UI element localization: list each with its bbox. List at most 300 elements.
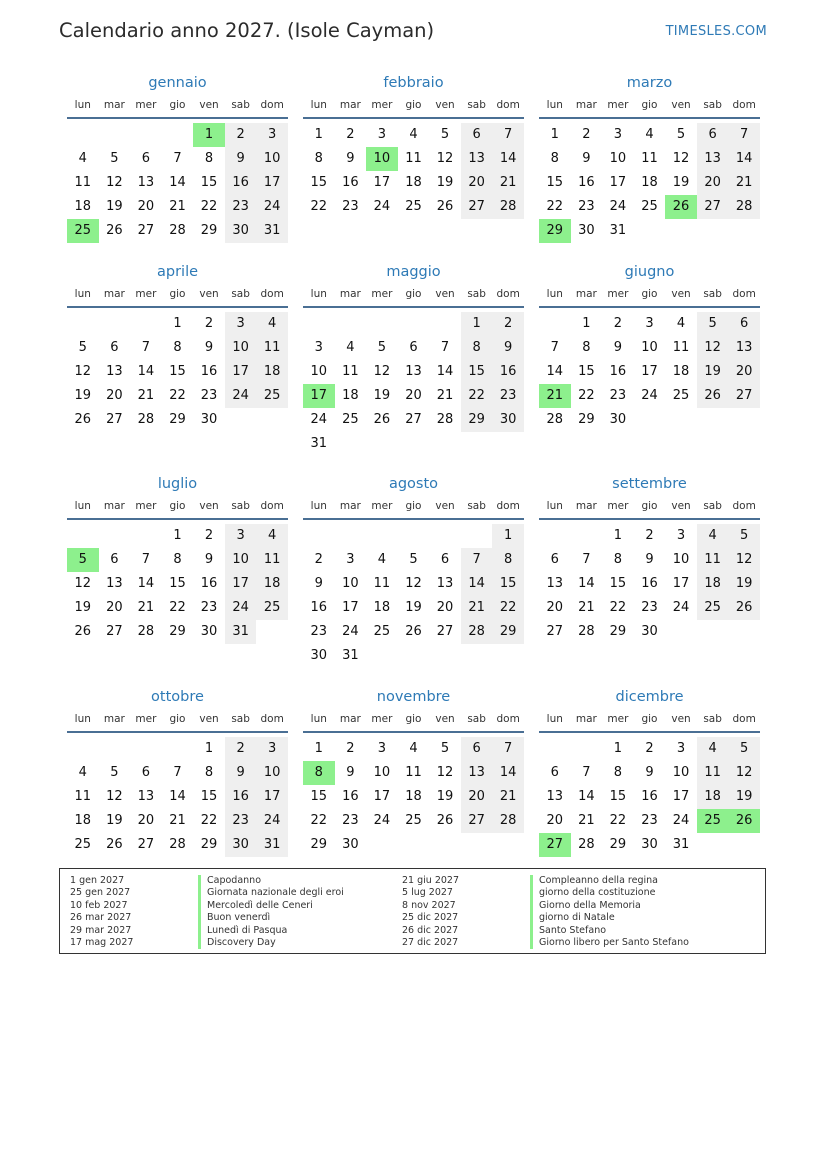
day-cell[interactable]: 12	[106, 789, 123, 804]
day-cell[interactable]: 6	[550, 552, 559, 567]
day-cell[interactable]: 23	[578, 199, 595, 214]
day-cell[interactable]: 16	[578, 175, 595, 190]
day-cell[interactable]: 26	[436, 813, 454, 828]
day-cell[interactable]: 29	[169, 624, 186, 639]
day-cell[interactable]: 16	[310, 600, 328, 615]
holiday-day-cell[interactable]: 25	[697, 809, 729, 833]
day-cell[interactable]: 22	[200, 199, 218, 214]
day-cell[interactable]: 6	[461, 737, 493, 761]
day-cell[interactable]: 5	[110, 765, 119, 780]
day-cell[interactable]: 26	[74, 412, 92, 427]
day-cell[interactable]: 22	[310, 813, 328, 828]
day-cell[interactable]: 21	[169, 199, 186, 214]
day-cell[interactable]: 4	[377, 552, 387, 567]
day-cell[interactable]: 26	[697, 384, 729, 408]
day-cell[interactable]: 6	[409, 340, 418, 355]
day-cell[interactable]: 20	[106, 388, 123, 403]
day-cell[interactable]: 2	[204, 316, 214, 331]
day-cell[interactable]: 27	[546, 624, 564, 639]
day-cell[interactable]: 12	[106, 175, 123, 190]
day-cell[interactable]: 10	[225, 336, 257, 360]
day-cell[interactable]: 15	[169, 576, 186, 591]
day-cell[interactable]: 12	[74, 364, 92, 379]
day-cell[interactable]: 21	[578, 600, 595, 615]
day-cell[interactable]: 19	[728, 572, 760, 596]
day-cell[interactable]: 12	[373, 364, 391, 379]
day-cell[interactable]: 2	[204, 528, 214, 543]
day-cell[interactable]: 17	[225, 360, 257, 384]
day-cell[interactable]: 18	[641, 175, 658, 190]
day-cell[interactable]: 11	[74, 789, 92, 804]
day-cell[interactable]: 7	[173, 765, 182, 780]
day-cell[interactable]: 6	[141, 765, 151, 780]
day-cell[interactable]: 23	[641, 600, 658, 615]
day-cell[interactable]: 23	[200, 600, 218, 615]
day-cell[interactable]: 31	[672, 837, 690, 852]
day-cell[interactable]: 16	[200, 576, 218, 591]
day-cell[interactable]: 22	[546, 199, 564, 214]
day-cell[interactable]: 14	[492, 761, 524, 785]
day-cell[interactable]: 12	[697, 336, 729, 360]
day-cell[interactable]: 7	[492, 737, 524, 761]
day-cell[interactable]: 5	[697, 312, 729, 336]
day-cell[interactable]: 26	[106, 837, 123, 852]
day-cell[interactable]: 6	[440, 552, 450, 567]
day-cell[interactable]: 4	[78, 151, 87, 166]
day-cell[interactable]: 1	[613, 528, 623, 543]
day-cell[interactable]: 26	[373, 412, 391, 427]
day-cell[interactable]: 3	[377, 127, 387, 142]
day-cell[interactable]: 7	[550, 340, 559, 355]
day-cell[interactable]: 25	[672, 388, 690, 403]
day-cell[interactable]: 22	[461, 384, 493, 408]
day-cell[interactable]: 21	[169, 813, 186, 828]
day-cell[interactable]: 27	[461, 195, 493, 219]
day-cell[interactable]: 24	[609, 199, 627, 214]
day-cell[interactable]: 17	[225, 572, 257, 596]
day-cell[interactable]: 16	[492, 360, 524, 384]
day-cell[interactable]: 12	[728, 548, 760, 572]
day-cell[interactable]: 2	[582, 127, 591, 142]
brand-logo[interactable]: TIMESLES.COM	[665, 24, 767, 39]
day-cell[interactable]: 25	[697, 596, 729, 620]
day-cell[interactable]: 25	[74, 837, 92, 852]
day-cell[interactable]: 2	[645, 741, 654, 756]
day-cell[interactable]: 29	[169, 412, 186, 427]
day-cell[interactable]: 20	[405, 388, 422, 403]
day-cell[interactable]: 25	[256, 384, 288, 408]
day-cell[interactable]: 20	[461, 171, 493, 195]
day-cell[interactable]: 31	[342, 648, 359, 663]
day-cell[interactable]: 9	[346, 765, 355, 780]
day-cell[interactable]: 18	[74, 199, 92, 214]
day-cell[interactable]: 27	[137, 837, 155, 852]
day-cell[interactable]: 7	[582, 765, 591, 780]
day-cell[interactable]: 20	[546, 600, 564, 615]
day-cell[interactable]: 22	[169, 388, 186, 403]
day-cell[interactable]: 20	[461, 785, 493, 809]
day-cell[interactable]: 2	[314, 552, 323, 567]
day-cell[interactable]: 21	[436, 388, 454, 403]
holiday-day-cell[interactable]: 17	[303, 384, 335, 408]
day-cell[interactable]: 2	[225, 123, 257, 147]
day-cell[interactable]: 16	[225, 785, 257, 809]
day-cell[interactable]: 2	[645, 528, 654, 543]
day-cell[interactable]: 17	[672, 789, 690, 804]
day-cell[interactable]: 26	[436, 199, 454, 214]
day-cell[interactable]: 10	[310, 364, 328, 379]
day-cell[interactable]: 1	[492, 524, 524, 548]
day-cell[interactable]: 3	[377, 741, 387, 756]
day-cell[interactable]: 9	[492, 336, 524, 360]
day-cell[interactable]: 18	[342, 388, 359, 403]
day-cell[interactable]: 19	[106, 813, 123, 828]
day-cell[interactable]: 15	[169, 364, 186, 379]
day-cell[interactable]: 18	[405, 789, 422, 804]
day-cell[interactable]: 13	[697, 147, 729, 171]
day-cell[interactable]: 23	[342, 813, 359, 828]
day-cell[interactable]: 4	[697, 524, 729, 548]
day-cell[interactable]: 3	[256, 737, 288, 761]
day-cell[interactable]: 8	[461, 336, 493, 360]
day-cell[interactable]: 19	[697, 360, 729, 384]
day-cell[interactable]: 19	[728, 785, 760, 809]
day-cell[interactable]: 16	[342, 175, 359, 190]
day-cell[interactable]: 17	[256, 171, 288, 195]
day-cell[interactable]: 12	[436, 765, 454, 780]
day-cell[interactable]: 21	[492, 171, 524, 195]
day-cell[interactable]: 5	[377, 340, 387, 355]
day-cell[interactable]: 25	[342, 412, 359, 427]
day-cell[interactable]: 21	[137, 600, 155, 615]
day-cell[interactable]: 12	[672, 151, 690, 166]
day-cell[interactable]: 17	[256, 785, 288, 809]
day-cell[interactable]: 24	[373, 813, 391, 828]
day-cell[interactable]: 15	[609, 789, 627, 804]
day-cell[interactable]: 11	[405, 151, 422, 166]
day-cell[interactable]: 15	[578, 364, 595, 379]
day-cell[interactable]: 27	[106, 624, 123, 639]
day-cell[interactable]: 20	[546, 813, 564, 828]
day-cell[interactable]: 28	[169, 223, 186, 238]
day-cell[interactable]: 28	[137, 624, 155, 639]
day-cell[interactable]: 27	[436, 624, 454, 639]
day-cell[interactable]: 16	[609, 364, 627, 379]
day-cell[interactable]: 20	[137, 199, 155, 214]
day-cell[interactable]: 16	[225, 171, 257, 195]
day-cell[interactable]: 1	[173, 316, 182, 331]
day-cell[interactable]: 4	[697, 737, 729, 761]
day-cell[interactable]: 13	[106, 364, 123, 379]
day-cell[interactable]: 2	[492, 312, 524, 336]
day-cell[interactable]: 9	[645, 765, 654, 780]
day-cell[interactable]: 31	[310, 436, 328, 451]
day-cell[interactable]: 19	[436, 175, 454, 190]
day-cell[interactable]: 14	[137, 364, 155, 379]
day-cell[interactable]: 16	[641, 789, 658, 804]
day-cell[interactable]: 30	[641, 837, 658, 852]
day-cell[interactable]: 6	[697, 123, 729, 147]
day-cell[interactable]: 11	[256, 336, 288, 360]
day-cell[interactable]: 16	[200, 364, 218, 379]
day-cell[interactable]: 4	[346, 340, 355, 355]
day-cell[interactable]: 4	[409, 127, 418, 142]
day-cell[interactable]: 3	[676, 528, 686, 543]
day-cell[interactable]: 1	[582, 316, 591, 331]
day-cell[interactable]: 28	[492, 195, 524, 219]
day-cell[interactable]: 6	[728, 312, 760, 336]
day-cell[interactable]: 27	[106, 412, 123, 427]
day-cell[interactable]: 19	[672, 175, 690, 190]
day-cell[interactable]: 9	[204, 552, 214, 567]
day-cell[interactable]: 12	[728, 761, 760, 785]
day-cell[interactable]: 17	[641, 364, 658, 379]
day-cell[interactable]: 20	[728, 360, 760, 384]
day-cell[interactable]: 5	[78, 340, 87, 355]
day-cell[interactable]: 26	[106, 223, 123, 238]
day-cell[interactable]: 6	[110, 552, 119, 567]
day-cell[interactable]: 11	[672, 340, 690, 355]
day-cell[interactable]: 21	[578, 813, 595, 828]
day-cell[interactable]: 22	[492, 596, 524, 620]
day-cell[interactable]: 19	[405, 600, 422, 615]
day-cell[interactable]: 24	[225, 596, 257, 620]
day-cell[interactable]: 4	[645, 127, 654, 142]
day-cell[interactable]: 14	[578, 789, 595, 804]
day-cell[interactable]: 24	[641, 388, 658, 403]
day-cell[interactable]: 1	[314, 741, 323, 756]
day-cell[interactable]: 5	[676, 127, 686, 142]
day-cell[interactable]: 18	[256, 572, 288, 596]
day-cell[interactable]: 1	[314, 127, 323, 142]
day-cell[interactable]: 2	[613, 316, 623, 331]
day-cell[interactable]: 21	[492, 785, 524, 809]
day-cell[interactable]: 20	[436, 600, 454, 615]
day-cell[interactable]: 23	[200, 388, 218, 403]
day-cell[interactable]: 30	[609, 412, 627, 427]
day-cell[interactable]: 7	[141, 340, 151, 355]
holiday-day-cell[interactable]: 26	[728, 809, 760, 833]
day-cell[interactable]: 19	[373, 388, 391, 403]
day-cell[interactable]: 13	[106, 576, 123, 591]
day-cell[interactable]: 2	[346, 741, 355, 756]
day-cell[interactable]: 1	[461, 312, 493, 336]
day-cell[interactable]: 26	[728, 596, 760, 620]
day-cell[interactable]: 15	[492, 572, 524, 596]
day-cell[interactable]: 9	[225, 147, 257, 171]
holiday-day-cell[interactable]: 25	[67, 219, 99, 243]
day-cell[interactable]: 15	[310, 789, 328, 804]
day-cell[interactable]: 13	[436, 576, 454, 591]
day-cell[interactable]: 22	[578, 388, 595, 403]
day-cell[interactable]: 10	[641, 340, 658, 355]
day-cell[interactable]: 8	[314, 151, 323, 166]
holiday-day-cell[interactable]: 27	[539, 833, 571, 857]
day-cell[interactable]: 8	[204, 765, 214, 780]
day-cell[interactable]: 30	[342, 837, 359, 852]
day-cell[interactable]: 3	[676, 741, 686, 756]
day-cell[interactable]: 13	[728, 336, 760, 360]
day-cell[interactable]: 23	[492, 384, 524, 408]
day-cell[interactable]: 21	[728, 171, 760, 195]
day-cell[interactable]: 29	[609, 837, 627, 852]
day-cell[interactable]: 4	[409, 741, 418, 756]
day-cell[interactable]: 8	[204, 151, 214, 166]
day-cell[interactable]: 8	[613, 765, 623, 780]
day-cell[interactable]: 18	[697, 572, 729, 596]
day-cell[interactable]: 15	[310, 175, 328, 190]
day-cell[interactable]: 1	[550, 127, 559, 142]
day-cell[interactable]: 8	[550, 151, 559, 166]
day-cell[interactable]: 5	[728, 737, 760, 761]
day-cell[interactable]: 12	[74, 576, 92, 591]
day-cell[interactable]: 27	[728, 384, 760, 408]
holiday-day-cell[interactable]: 1	[193, 123, 225, 147]
day-cell[interactable]: 10	[672, 765, 690, 780]
day-cell[interactable]: 29	[609, 624, 627, 639]
day-cell[interactable]: 5	[440, 741, 450, 756]
day-cell[interactable]: 10	[373, 765, 391, 780]
day-cell[interactable]: 8	[173, 340, 182, 355]
day-cell[interactable]: 6	[550, 765, 559, 780]
day-cell[interactable]: 10	[672, 552, 690, 567]
day-cell[interactable]: 27	[137, 223, 155, 238]
day-cell[interactable]: 20	[697, 171, 729, 195]
day-cell[interactable]: 22	[609, 813, 627, 828]
day-cell[interactable]: 1	[173, 528, 182, 543]
day-cell[interactable]: 30	[641, 624, 658, 639]
day-cell[interactable]: 13	[546, 576, 564, 591]
day-cell[interactable]: 29	[310, 837, 328, 852]
day-cell[interactable]: 16	[641, 576, 658, 591]
day-cell[interactable]: 28	[137, 412, 155, 427]
day-cell[interactable]: 25	[405, 813, 422, 828]
day-cell[interactable]: 7	[141, 552, 151, 567]
day-cell[interactable]: 23	[225, 809, 257, 833]
day-cell[interactable]: 12	[436, 151, 454, 166]
day-cell[interactable]: 28	[578, 624, 595, 639]
day-cell[interactable]: 28	[492, 809, 524, 833]
day-cell[interactable]: 24	[310, 412, 328, 427]
day-cell[interactable]: 5	[110, 151, 119, 166]
day-cell[interactable]: 29	[461, 408, 493, 432]
day-cell[interactable]: 30	[200, 412, 218, 427]
day-cell[interactable]: 18	[405, 175, 422, 190]
day-cell[interactable]: 8	[613, 552, 623, 567]
day-cell[interactable]: 24	[256, 809, 288, 833]
day-cell[interactable]: 11	[641, 151, 658, 166]
day-cell[interactable]: 22	[310, 199, 328, 214]
day-cell[interactable]: 22	[169, 600, 186, 615]
day-cell[interactable]: 10	[256, 147, 288, 171]
holiday-day-cell[interactable]: 8	[303, 761, 335, 785]
day-cell[interactable]: 14	[436, 364, 454, 379]
day-cell[interactable]: 21	[461, 596, 493, 620]
day-cell[interactable]: 29	[200, 837, 218, 852]
holiday-day-cell[interactable]: 21	[539, 384, 571, 408]
day-cell[interactable]: 17	[609, 175, 627, 190]
day-cell[interactable]: 3	[225, 312, 257, 336]
day-cell[interactable]: 5	[409, 552, 418, 567]
day-cell[interactable]: 11	[342, 364, 359, 379]
day-cell[interactable]: 10	[225, 548, 257, 572]
day-cell[interactable]: 13	[546, 789, 564, 804]
day-cell[interactable]: 30	[200, 624, 218, 639]
day-cell[interactable]: 28	[169, 837, 186, 852]
day-cell[interactable]: 14	[546, 364, 564, 379]
day-cell[interactable]: 28	[578, 837, 595, 852]
day-cell[interactable]: 15	[546, 175, 564, 190]
day-cell[interactable]: 27	[461, 809, 493, 833]
day-cell[interactable]: 13	[461, 147, 493, 171]
day-cell[interactable]: 9	[613, 340, 623, 355]
day-cell[interactable]: 18	[74, 813, 92, 828]
day-cell[interactable]: 23	[641, 813, 658, 828]
day-cell[interactable]: 29	[492, 620, 524, 644]
day-cell[interactable]: 15	[609, 576, 627, 591]
day-cell[interactable]: 23	[310, 624, 328, 639]
day-cell[interactable]: 25	[405, 199, 422, 214]
day-cell[interactable]: 2	[346, 127, 355, 142]
day-cell[interactable]: 17	[342, 600, 359, 615]
day-cell[interactable]: 18	[672, 364, 690, 379]
day-cell[interactable]: 9	[314, 576, 323, 591]
day-cell[interactable]: 30	[578, 223, 595, 238]
day-cell[interactable]: 31	[609, 223, 627, 238]
day-cell[interactable]: 11	[256, 548, 288, 572]
day-cell[interactable]: 16	[342, 789, 359, 804]
day-cell[interactable]: 28	[728, 195, 760, 219]
day-cell[interactable]: 22	[609, 600, 627, 615]
day-cell[interactable]: 11	[697, 548, 729, 572]
day-cell[interactable]: 24	[672, 813, 690, 828]
day-cell[interactable]: 2	[225, 737, 257, 761]
day-cell[interactable]: 9	[204, 340, 214, 355]
holiday-day-cell[interactable]: 29	[539, 219, 571, 243]
day-cell[interactable]: 19	[74, 600, 92, 615]
day-cell[interactable]: 14	[578, 576, 595, 591]
day-cell[interactable]: 3	[346, 552, 355, 567]
day-cell[interactable]: 3	[645, 316, 654, 331]
day-cell[interactable]: 11	[373, 576, 391, 591]
day-cell[interactable]: 7	[440, 340, 450, 355]
day-cell[interactable]: 14	[137, 576, 155, 591]
day-cell[interactable]: 23	[609, 388, 627, 403]
day-cell[interactable]: 12	[405, 576, 422, 591]
day-cell[interactable]: 15	[461, 360, 493, 384]
day-cell[interactable]: 23	[225, 195, 257, 219]
holiday-day-cell[interactable]: 5	[67, 548, 99, 572]
day-cell[interactable]: 20	[106, 600, 123, 615]
day-cell[interactable]: 31	[225, 620, 257, 644]
day-cell[interactable]: 9	[225, 761, 257, 785]
day-cell[interactable]: 5	[728, 524, 760, 548]
day-cell[interactable]: 6	[141, 151, 151, 166]
day-cell[interactable]: 4	[676, 316, 686, 331]
day-cell[interactable]: 24	[256, 195, 288, 219]
day-cell[interactable]: 13	[137, 789, 155, 804]
day-cell[interactable]: 30	[225, 833, 257, 857]
day-cell[interactable]: 25	[373, 624, 391, 639]
day-cell[interactable]: 7	[461, 548, 493, 572]
holiday-day-cell[interactable]: 26	[665, 195, 697, 219]
day-cell[interactable]: 23	[342, 199, 359, 214]
day-cell[interactable]: 24	[373, 199, 391, 214]
day-cell[interactable]: 4	[78, 765, 87, 780]
day-cell[interactable]: 31	[256, 219, 288, 243]
day-cell[interactable]: 9	[346, 151, 355, 166]
day-cell[interactable]: 4	[256, 524, 288, 548]
